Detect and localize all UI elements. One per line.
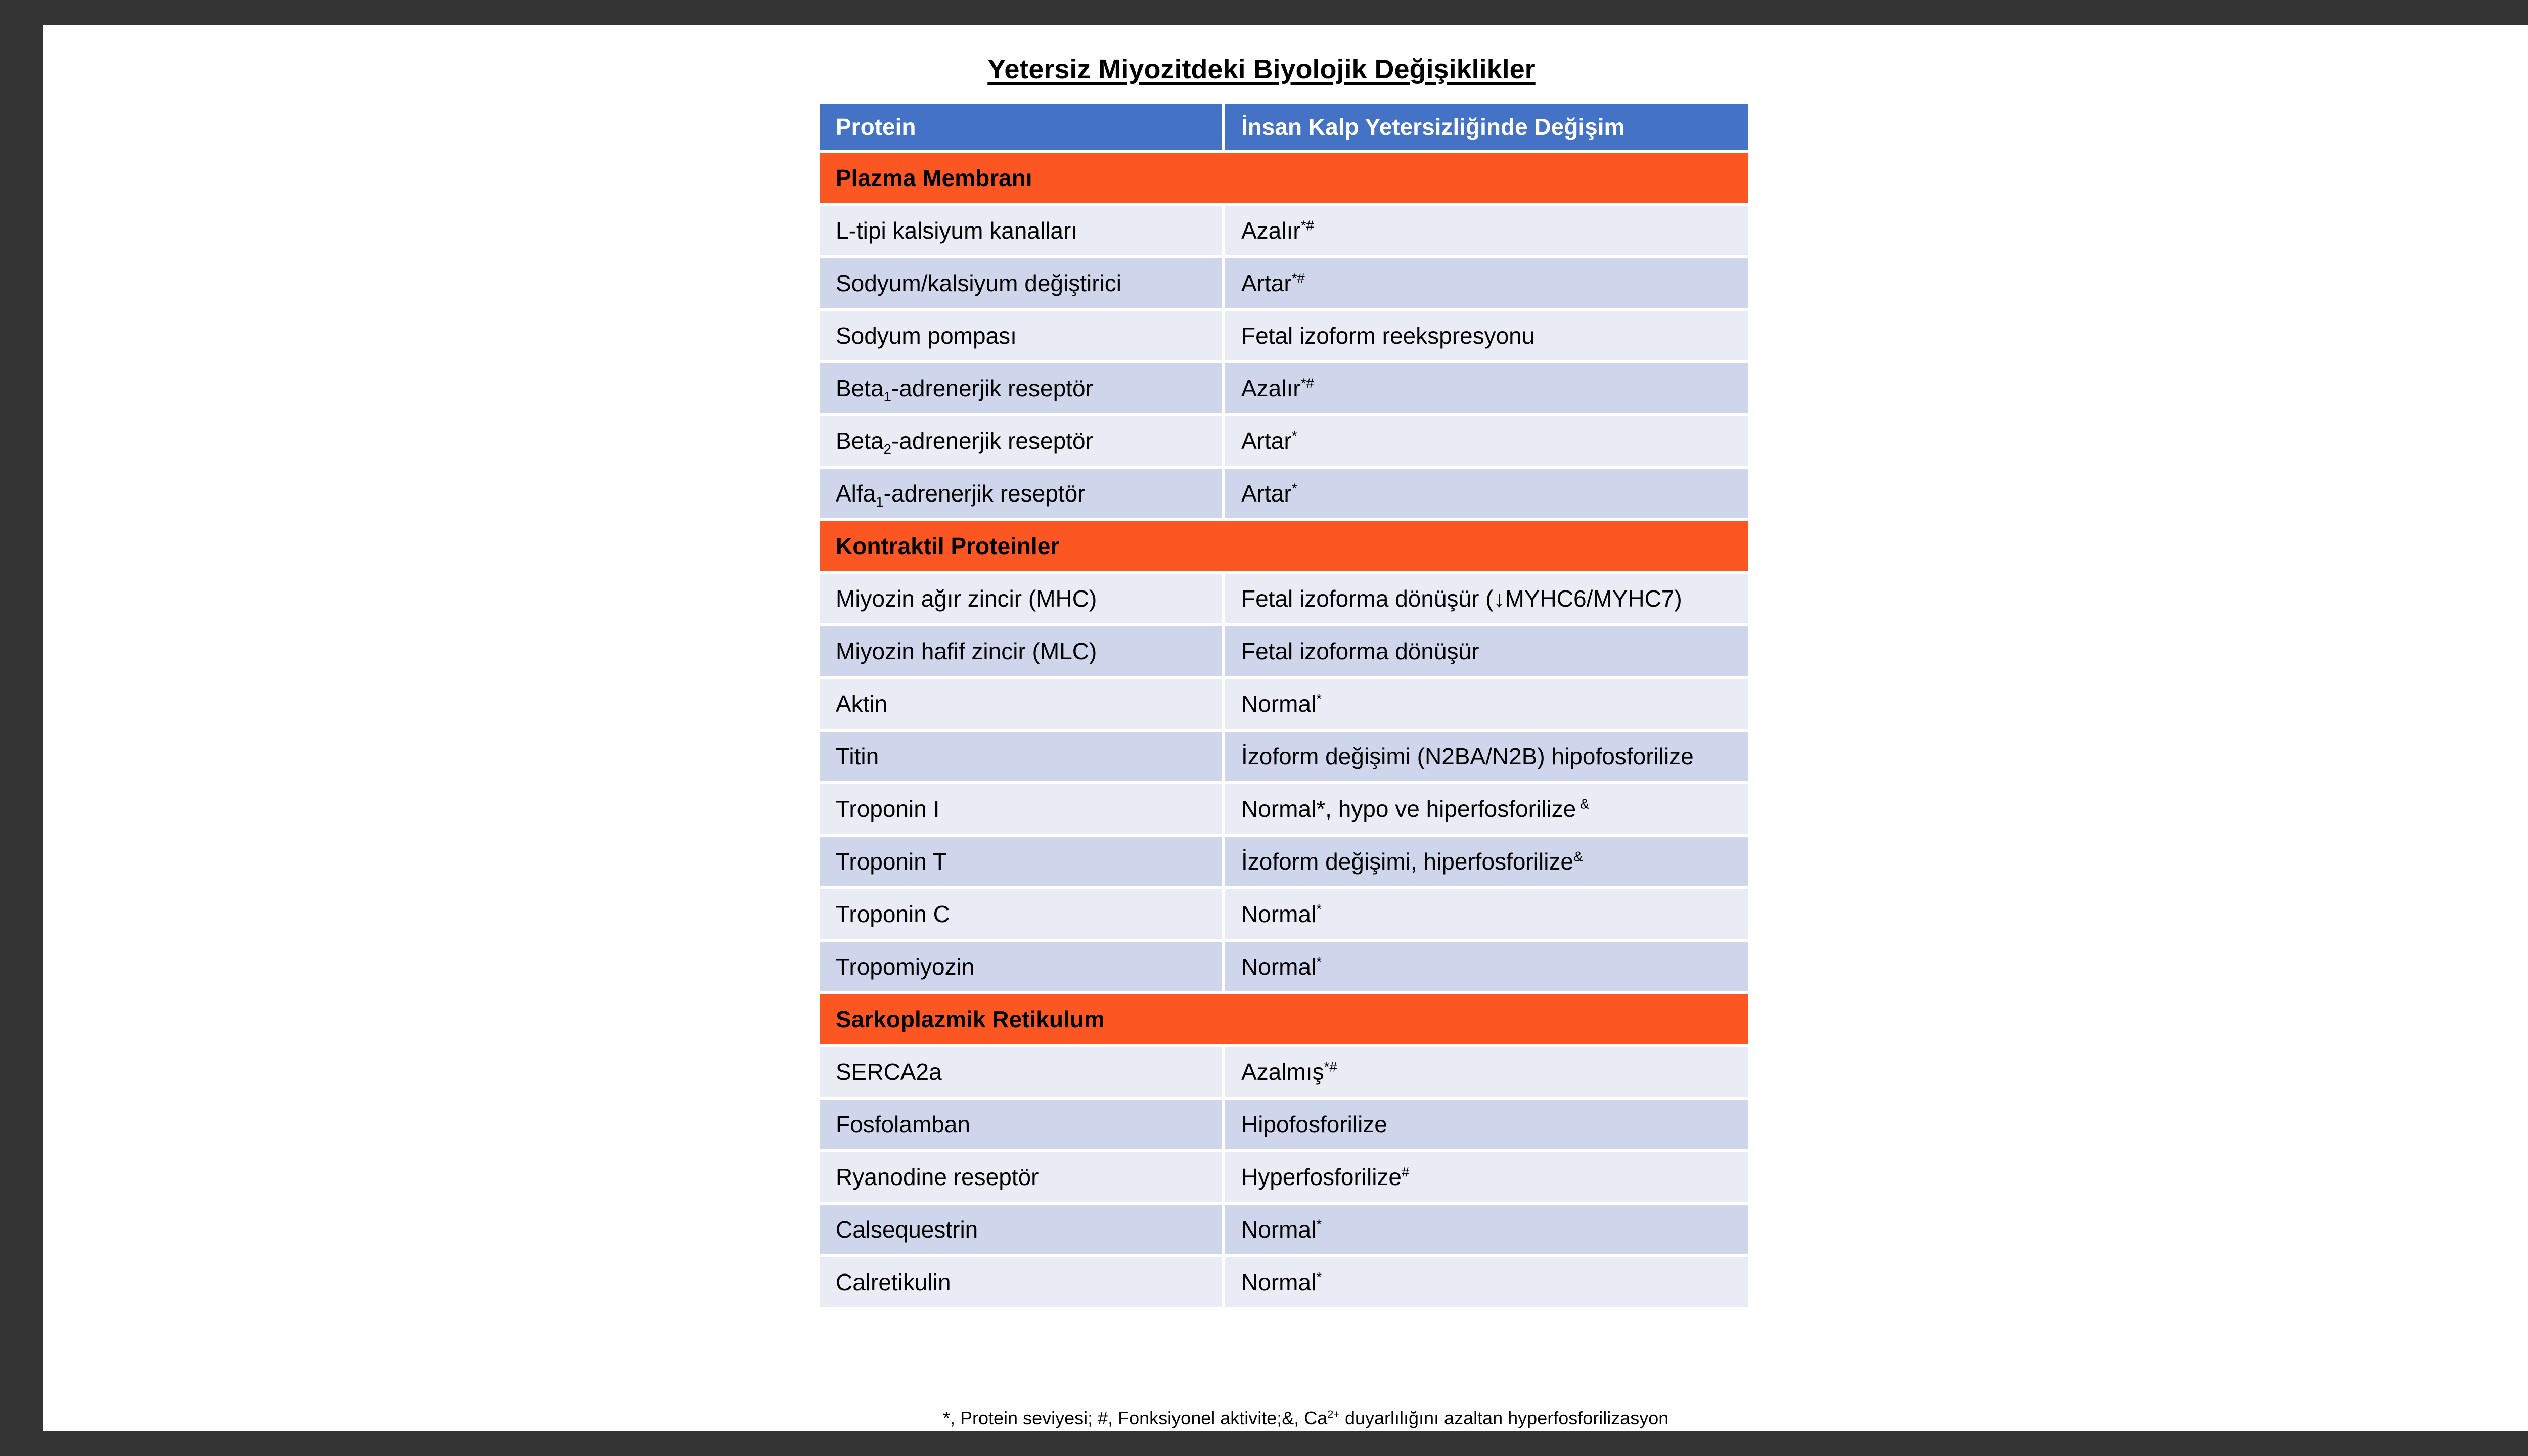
change-superscript: # [1402, 1164, 1410, 1180]
change-text: Normal [1241, 1216, 1317, 1243]
protein-name: SERCA2a [836, 1059, 942, 1085]
table-row [818, 1203, 1749, 1256]
protein-cell [818, 835, 1224, 888]
protein-subscript: 1 [883, 389, 891, 405]
change-text: Hyperfosforilize [1241, 1164, 1402, 1190]
protein-subscript: 1 [876, 494, 884, 510]
protein-cell [818, 257, 1224, 309]
table-row [818, 362, 1749, 415]
change-cell [1224, 835, 1749, 888]
table-body [818, 152, 1749, 1308]
change-text: Fetal izoforma dönüşür (↓MYHC6/MYHC7) [1241, 585, 1682, 612]
change-cell [1224, 940, 1749, 993]
change-text: Fetal izoforma dönüşür [1241, 638, 1479, 664]
table-row [818, 783, 1749, 835]
change-superscript: *# [1324, 1059, 1337, 1075]
protein-name: Miyozin ağır zincir (MHC) [836, 585, 1097, 612]
change-cell [1224, 1098, 1749, 1151]
table-row [818, 1045, 1749, 1098]
protein-name: Sodyum/kalsiyum değiştirici [836, 270, 1121, 296]
change-cell [1224, 309, 1749, 362]
table-row [818, 572, 1749, 625]
protein-cell [818, 1045, 1224, 1098]
protein-name: L-tipi kalsiyum kanalları [836, 217, 1078, 244]
protein-name-rest: -adrenerjik reseptör [891, 375, 1093, 401]
footnote [943, 1407, 1668, 1429]
protein-name: Troponin T [836, 848, 947, 875]
protein-cell [818, 309, 1224, 362]
change-text: Artar [1241, 270, 1292, 296]
section-title: Sarkoplazmik Retikulum [818, 993, 1749, 1045]
change-cell [1224, 415, 1749, 467]
change-text: İzoform değişimi (N2BA/N2B) hipofosforilize [1241, 743, 1694, 769]
change-text: Normal [1241, 1269, 1317, 1295]
slide-title-wrap [43, 51, 2528, 87]
section-row [818, 152, 1749, 204]
protein-cell [818, 677, 1224, 730]
change-superscript: * [1291, 480, 1297, 496]
change-cell [1224, 625, 1749, 677]
change-cell [1224, 204, 1749, 257]
change-cell [1224, 783, 1749, 835]
change-superscript: *# [1300, 217, 1314, 234]
table-row [818, 204, 1749, 257]
protein-cell [818, 1256, 1224, 1308]
protein-name: Aktin [836, 691, 888, 717]
protein-name: Troponin C [836, 901, 950, 927]
table-header-row [818, 102, 1749, 152]
change-text: Azalmış [1241, 1059, 1324, 1085]
protein-cell [818, 888, 1224, 940]
change-cell [1224, 572, 1749, 625]
change-superscript: * [1316, 691, 1322, 707]
section-row [818, 993, 1749, 1045]
change-superscript: * [1316, 953, 1322, 970]
change-superscript: *# [1300, 375, 1314, 391]
change-text: Normal*, hypo ve hiperfosforilize [1241, 796, 1576, 822]
change-superscript: * [1291, 428, 1297, 444]
protein-name-rest: -adrenerjik reseptör [883, 480, 1086, 507]
protein-cell [818, 625, 1224, 677]
table-row [818, 625, 1749, 677]
table-row [818, 730, 1749, 783]
change-superscript: *# [1291, 270, 1305, 286]
change-text: Artar [1241, 428, 1292, 454]
footnote-text-before: *, Protein seviyesi; #, Fonksiyonel aktivite;&, Ca [943, 1407, 1328, 1428]
slide [43, 25, 2528, 1431]
change-cell [1224, 888, 1749, 940]
table-row [818, 1151, 1749, 1203]
table-row [818, 309, 1749, 362]
protein-cell [818, 940, 1224, 993]
protein-name: Beta [836, 428, 884, 454]
change-cell [1224, 1045, 1749, 1098]
section-row [818, 520, 1749, 572]
section-title: Plazma Membranı [818, 152, 1749, 204]
change-cell [1224, 1151, 1749, 1203]
change-superscript: * [1316, 1269, 1322, 1285]
protein-name: Tropomiyozin [836, 953, 975, 980]
protein-name: Miyozin hafif zincir (MLC) [836, 638, 1097, 664]
protein-name: Fosfolamban [836, 1111, 970, 1138]
slide-title: Yetersiz Miyozitdeki Biyolojik Değişiklikler [987, 54, 1536, 84]
protein-name: Ryanodine reseptör [836, 1164, 1039, 1190]
protein-name: Titin [836, 743, 879, 769]
change-text: Fetal izoform reekspresyonu [1241, 323, 1535, 349]
protein-cell [818, 415, 1224, 467]
protein-cell [818, 1203, 1224, 1256]
protein-name: Troponin I [836, 796, 940, 822]
change-cell [1224, 362, 1749, 415]
protein-cell [818, 204, 1224, 257]
changes-table [817, 101, 1751, 1310]
change-text: Azalır [1241, 375, 1301, 401]
change-text: Azalır [1241, 217, 1301, 244]
protein-name-rest: -adrenerjik reseptör [891, 428, 1093, 454]
table-row [818, 257, 1749, 309]
change-text: Normal [1241, 953, 1317, 980]
change-cell [1224, 677, 1749, 730]
change-cell [1224, 1203, 1749, 1256]
change-text: Hipofosforilize [1241, 1111, 1387, 1138]
protein-cell [818, 572, 1224, 625]
change-text: Normal [1241, 691, 1317, 717]
change-text: Normal [1241, 901, 1317, 927]
protein-cell [818, 467, 1224, 520]
footnote-text-after: duyarlılığını azaltan hyperfosforilizasyon [1339, 1407, 1669, 1428]
protein-cell [818, 783, 1224, 835]
footnote-sup: 2+ [1327, 1407, 1340, 1420]
protein-cell [818, 1151, 1224, 1203]
table-row [818, 677, 1749, 730]
header-protein: Protein [818, 102, 1224, 152]
protein-cell [818, 362, 1224, 415]
change-superscript: & [1576, 796, 1590, 812]
table-row [818, 415, 1749, 467]
section-title: Kontraktil Proteinler [818, 520, 1749, 572]
change-cell [1224, 730, 1749, 783]
protein-name: Calsequestrin [836, 1216, 978, 1243]
change-superscript: & [1573, 848, 1583, 864]
change-superscript: * [1316, 1216, 1322, 1233]
header-change: İnsan Kalp Yetersizliğinde Değişim [1224, 102, 1749, 152]
table-row [818, 940, 1749, 993]
protein-subscript: 2 [883, 441, 891, 458]
protein-cell [818, 730, 1224, 783]
protein-name: Alfa [836, 480, 876, 507]
change-cell [1224, 467, 1749, 520]
table-row [818, 1098, 1749, 1151]
table-row [818, 467, 1749, 520]
change-text: Artar [1241, 480, 1292, 507]
table-row [818, 1256, 1749, 1308]
protein-cell [818, 1098, 1224, 1151]
table-row [818, 888, 1749, 940]
change-superscript: * [1316, 901, 1322, 917]
protein-name: Sodyum pompası [836, 323, 1017, 349]
change-cell [1224, 1256, 1749, 1308]
change-text: İzoform değişimi, hiperfosforilize [1241, 848, 1574, 875]
protein-name: Beta [836, 375, 884, 401]
change-cell [1224, 257, 1749, 309]
table-row [818, 835, 1749, 888]
protein-name: Calretikulin [836, 1269, 951, 1295]
